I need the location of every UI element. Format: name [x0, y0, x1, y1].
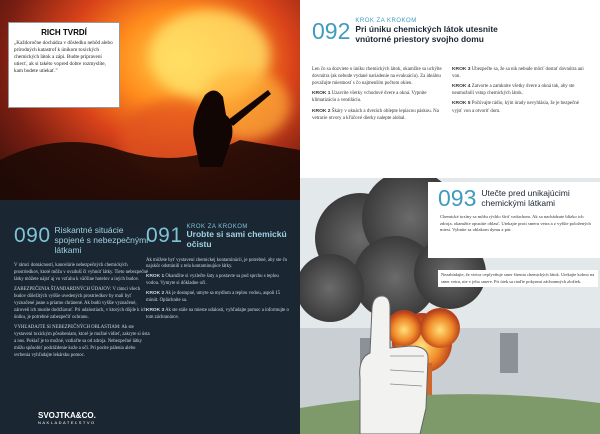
section-number: 090 — [14, 224, 51, 247]
step: KROK 2 Škáry v oknách a dverách oblepte lepiacou páskou. Na vetracie otvory a kľúčové dierky nalepte alobal. — [312, 108, 439, 121]
dark-section — [0, 200, 300, 434]
logo-sub: NAKLADATEĽSTVO — [38, 420, 96, 425]
section-091-body — [146, 258, 292, 323]
publisher-logo — [38, 411, 96, 425]
section-number: 092 — [312, 18, 351, 44]
section-title: Urobte si sami chemickú očistu — [186, 229, 287, 249]
quote-box — [8, 22, 120, 108]
section-kicker: KROK ZA KROKOM — [186, 224, 248, 230]
step: KROK 1 Uzavrite všetky vchodové dvere a okná. Vypnite klimatizáciu a ventiláciu. — [312, 91, 427, 104]
section-090 — [14, 224, 152, 360]
illustration-caption: Nezabúdajte, že vietor ovplyvňuje smer šírenia chemických látok. Utekajte kolmo na smer vetra, nie v jeho smere. Pri útek sa riaďte pokynmi záchranných zložiek. — [438, 270, 598, 287]
section-091 — [146, 224, 292, 322]
section-092-col2 — [452, 66, 590, 115]
section-number: 091 — [146, 224, 183, 247]
fire-photo — [0, 0, 300, 200]
section-title: Utečte pred unikajúcimi chemickými látkami — [481, 188, 570, 209]
step: KROK 2 Ak je dostupné, umyte sa mydlom a teplou vodou, aspoň 15 minút. Opláchnite sa. — [146, 291, 281, 304]
step: KROK 1 Okamžite si vyzlečte šaty a postavte sa pod sprchu s teplou vodou. Vymyte si dôkladne oči. — [146, 274, 279, 287]
paragraph: ZABEZPEČENIA ŠTANDARDNÝCH ÚDAJOV: V rámci všech budov dôležitých vyššie uvedených prostriedkov by mali byť vyznačené jasne a priamo chránené. Ak budú vyššie vyznačené, zároveň ich musíte dodržiavať. Pri udalostiach, v ktorých dôjde k ich úniku, je potrebné zabezpečiť ochranu. — [14, 287, 147, 320]
section-092 — [312, 18, 592, 45]
logo-brand: SVOJTKA&CO. — [38, 411, 96, 420]
quote-text: „Každoročne dochádza v dôsledku nehôd alebo prírodných katastrof k únikom toxických chemických látok a zápi. Budte pripravení utiecť, ak si takéto vopred dobre rozmyslíte, kam budete utiekať." — [14, 40, 113, 75]
section-093 — [428, 182, 600, 258]
right-page — [300, 0, 600, 434]
step: KROK 5 Počúvajte rádio, kým úrady nevyhlásia, že je bezpečné vyjsť von a otvoriť dom. — [452, 101, 579, 114]
section-title: Riskantné situácie spojené s nebezpečnými látkami — [54, 225, 149, 255]
paragraph: VYHĽADAJTE SI NEBEZPEČNÝCH OBLASTIAM: Ak ste vystavení toxickým pôsobeniam, ktoré je možné vidieť, zakryte si ústa a nos. Pokiaľ je to možné, vzdiaľte sa od zdroja. Nebezpečné látky môžu spôsobiť podráždenie kože a očí. Pri pocite pálenia alebo svrbenia vyhľadajte lekársku pomoc. — [14, 324, 150, 358]
step: KROK 3 Ubezpečte sa, že sa nik nebude môcť dostať dovnútra ani von. — [452, 67, 584, 80]
intro: Ak môžete byť vystavení chemickej kontaminácii, je potrebné, aby ste čo najskôr odstránili z tela kontaminujúce látky. — [146, 257, 288, 270]
quote-title: RICH TVRDÍ — [41, 28, 87, 37]
intro: Len čo sa dozviete o úniku chemických látok, okamžite sa uchýlte dovnútra (ak nebude vydané nariadenie na evakuáciu). Za ideálnu považujte miestnosť s čo najmenším počtom okien. — [312, 67, 442, 87]
section-093-body: Chemické toxíny sa môžu rýchlo šíriť vzduchom. Ak sa nachádzate blízko ich zdroja, okamžite opustite oblasť. Utekajte proti smeru vetra a z vyššie položených miest. Vyhnite sa oblakom dymu a pár. — [440, 214, 591, 233]
section-090-body — [14, 263, 152, 359]
section-092-col1 — [312, 66, 442, 122]
section-kicker: KROK ZA KROKOM — [355, 18, 417, 24]
paragraph: V rámci domácností, kancelárie nebezpečných chemických prostriedkov, ktoré môžu v ovzduší či vyhnúť látky. Tieto nebezpečné látky môžete nájsť aj vo vzťahu k väčšine hotelov a iných budov. — [14, 263, 148, 283]
step: KROK 3 Ak ste stále na mieste udalosti, vyhľadajte pomoc a informujte o tom záchranárov. — [146, 308, 289, 321]
step: KROK 4 Zatvorte a zamknite všetky dvere a okná tak, aby ste neumožnili vstup chemických látok. — [452, 84, 575, 97]
section-title: Pri úniku chemických látok utesnite vnútorné priestory svojho domu — [355, 24, 498, 45]
section-number: 093 — [438, 185, 477, 211]
